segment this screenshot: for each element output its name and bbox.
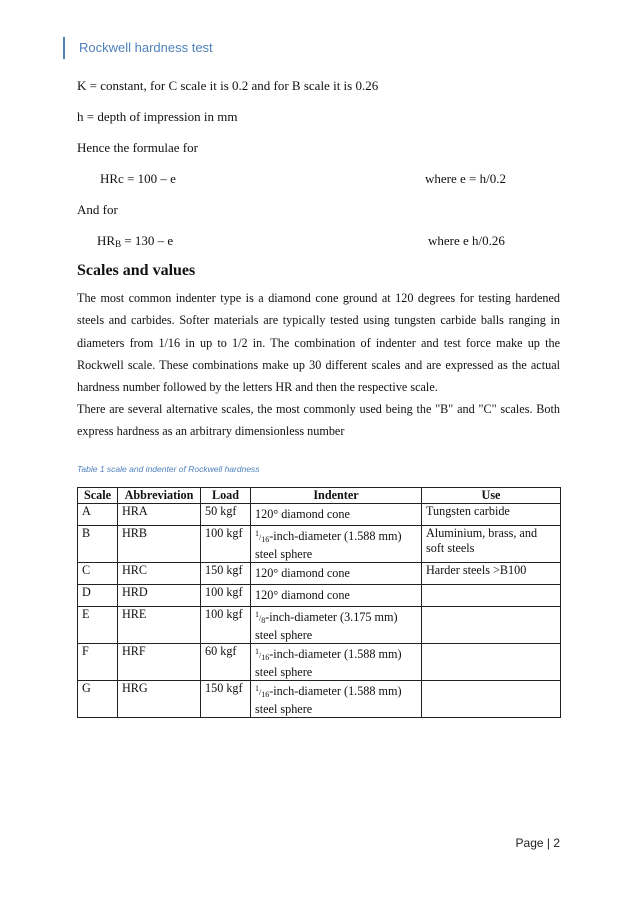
cell-scale: E bbox=[78, 607, 118, 644]
cell-abbreviation: HRD bbox=[118, 585, 201, 607]
cell-load: 50 kgf bbox=[201, 504, 251, 526]
header-scale: Scale bbox=[78, 488, 118, 504]
cell-load: 150 kgf bbox=[201, 563, 251, 585]
cell-use: Aluminium, brass, and soft steels bbox=[422, 526, 561, 563]
table-row bbox=[78, 607, 561, 644]
document-header bbox=[63, 37, 213, 59]
cell-use bbox=[422, 607, 561, 644]
cell-scale: D bbox=[78, 585, 118, 607]
cell-scale: A bbox=[78, 504, 118, 526]
table-header-row bbox=[78, 488, 561, 504]
header-use: Use bbox=[422, 488, 561, 504]
indenter-fraction: 1/16 bbox=[255, 647, 270, 662]
cell-scale: C bbox=[78, 563, 118, 585]
cell-load: 150 kgf bbox=[201, 681, 251, 718]
cell-abbreviation: HRC bbox=[118, 563, 201, 585]
hence-text: Hence the formulae for bbox=[77, 140, 198, 155]
cell-load: 100 kgf bbox=[201, 607, 251, 644]
table-row bbox=[78, 504, 561, 526]
cell-scale: F bbox=[78, 644, 118, 681]
page-number: Page | 2 bbox=[515, 836, 560, 850]
table-row bbox=[78, 563, 561, 585]
indenter-fraction: 1/16 bbox=[255, 529, 270, 544]
header-load: Load bbox=[201, 488, 251, 504]
indenter-fraction: 1/16 bbox=[255, 684, 270, 699]
hrb-subscript: B bbox=[115, 239, 122, 249]
cell-scale: G bbox=[78, 681, 118, 718]
cell-abbreviation: HRB bbox=[118, 526, 201, 563]
table-row bbox=[78, 644, 561, 681]
hrb-rest: = 130 – e bbox=[121, 233, 174, 248]
paragraph-scales: There are several alternative scales, the most commonly used being the "B" and "C" scales. Both express hardness as an arbitrary dimensionless number bbox=[77, 402, 560, 439]
cell-use bbox=[422, 585, 561, 607]
cell-load: 100 kgf bbox=[201, 526, 251, 563]
cell-indenter: 120° diamond cone bbox=[251, 563, 422, 585]
hrb-formula bbox=[97, 233, 173, 252]
table-caption: Table 1 scale and indenter of Rockwell hardness bbox=[77, 464, 260, 474]
cell-abbreviation: HRF bbox=[118, 644, 201, 681]
and-for-text: And for bbox=[77, 202, 118, 217]
table-row bbox=[78, 585, 561, 607]
hrc-where: where e = h/0.2 bbox=[425, 171, 506, 186]
cell-indenter: 1/16-inch-diameter (1.588 mm) steel sphere bbox=[251, 526, 422, 563]
cell-use bbox=[422, 644, 561, 681]
hrc-formula: HRc = 100 – e bbox=[100, 171, 176, 186]
rockwell-table bbox=[77, 487, 561, 718]
cell-use: Tungsten carbide bbox=[422, 504, 561, 526]
cell-use: Harder steels >B100 bbox=[422, 563, 561, 585]
cell-use bbox=[422, 681, 561, 718]
header-title: Rockwell hardness test bbox=[79, 40, 213, 55]
section-heading: Scales and values bbox=[77, 262, 196, 279]
hrb-hr: HR bbox=[97, 233, 116, 248]
cell-indenter: 120° diamond cone bbox=[251, 585, 422, 607]
cell-indenter: 1/16-inch-diameter (1.588 mm) steel sphere bbox=[251, 644, 422, 681]
table-row bbox=[78, 681, 561, 718]
k-definition: K = constant, for C scale it is 0.2 and for B scale it is 0.26 bbox=[77, 78, 379, 93]
header-indenter: Indenter bbox=[251, 488, 422, 504]
cell-abbreviation: HRE bbox=[118, 607, 201, 644]
cell-load: 100 kgf bbox=[201, 585, 251, 607]
paragraph-indenter: The most common indenter type is a diamond cone ground at 120 degrees for testing hardened steels and carbides. Softer materials are typically tested using tungsten carbide balls ranging in diameters from 1/16 in up to 1/2 in. The combination of indenter and test force make up the Rockwell scale. These combinations make up 30 different scales and are expressed as the actual hardness number followed by the letters HR and then the respective scale. bbox=[77, 291, 560, 395]
hrb-where: where e h/0.26 bbox=[428, 233, 505, 248]
h-definition: h = depth of impression in mm bbox=[77, 109, 238, 124]
cell-abbreviation: HRG bbox=[118, 681, 201, 718]
cell-scale: B bbox=[78, 526, 118, 563]
cell-indenter: 1/16-inch-diameter (1.588 mm) steel sphere bbox=[251, 681, 422, 718]
cell-indenter: 1/8-inch-diameter (3.175 mm) steel sphere bbox=[251, 607, 422, 644]
header-abbreviation: Abbreviation bbox=[118, 488, 201, 504]
indenter-fraction: 1/8 bbox=[255, 610, 266, 625]
table-row bbox=[78, 526, 561, 563]
cell-load: 60 kgf bbox=[201, 644, 251, 681]
cell-indenter: 120° diamond cone bbox=[251, 504, 422, 526]
cell-abbreviation: HRA bbox=[118, 504, 201, 526]
